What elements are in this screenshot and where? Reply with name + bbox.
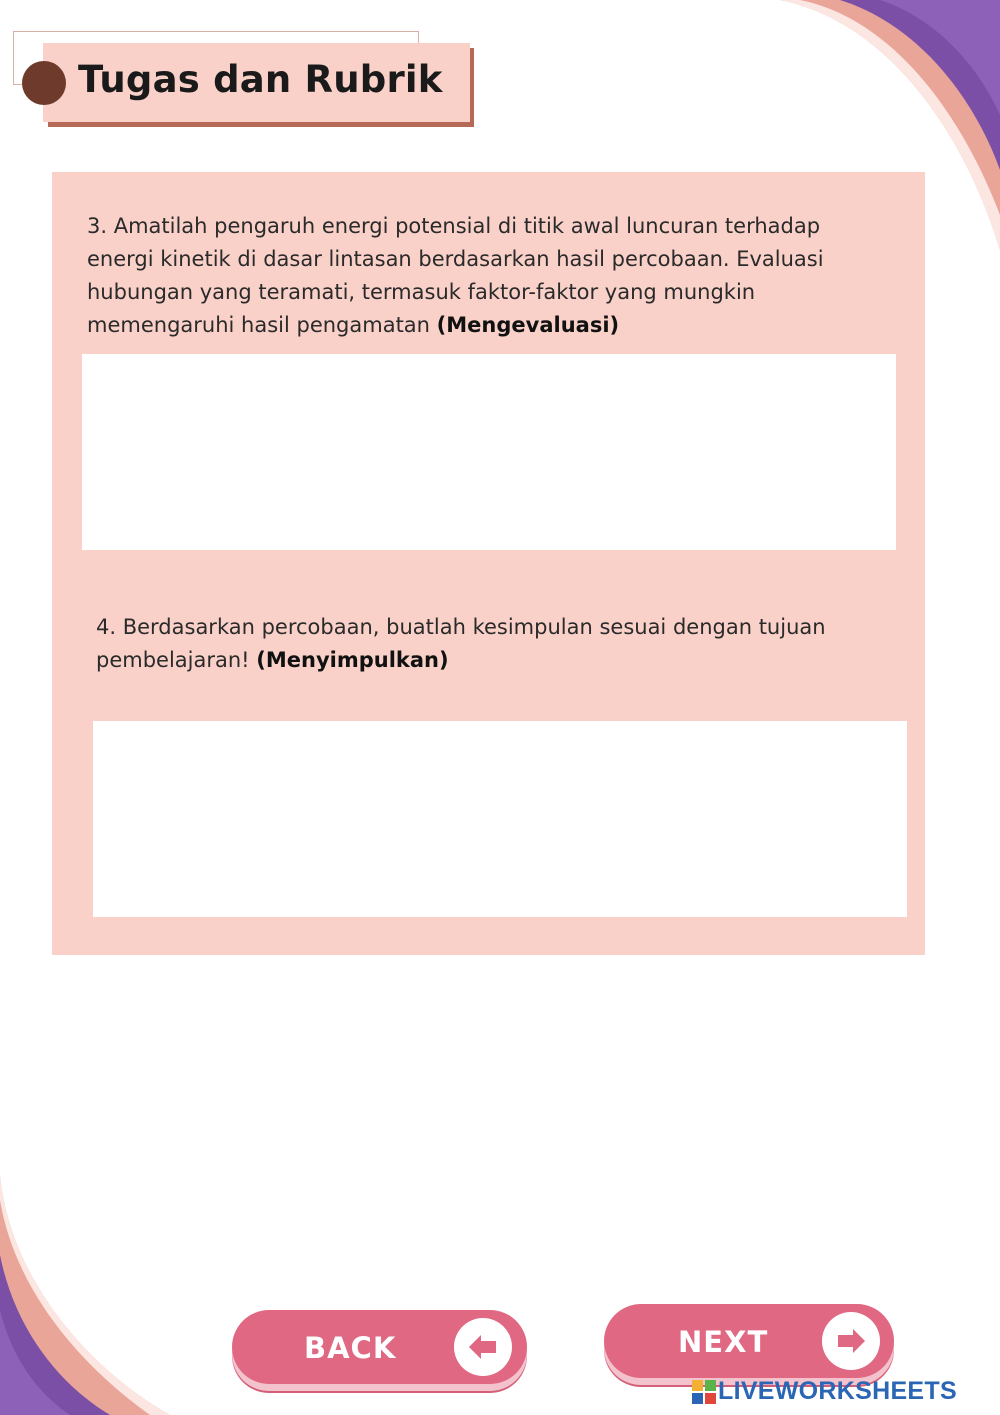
answer-4-field[interactable] bbox=[93, 721, 907, 917]
back-button-label: BACK bbox=[304, 1331, 397, 1365]
question-4 bbox=[96, 611, 896, 677]
question-3-text: 3. Amatilah pengaruh energi potensial di titik awal luncuran terhadap energi kinetik di dasar lintasan berdasarkan hasil percobaan. Evaluasi hubungan yang teramati, termasuk faktor-faktor yang mungkin memengaruhi hasil pengamatan bbox=[87, 214, 824, 337]
header-bullet-dot bbox=[22, 61, 66, 105]
question-3-tag: (Mengevaluasi) bbox=[436, 313, 620, 337]
next-button[interactable] bbox=[604, 1304, 894, 1378]
liveworksheets-logo-icon bbox=[692, 1380, 716, 1404]
page-title: Tugas dan Rubrik bbox=[78, 58, 443, 101]
next-button-label: NEXT bbox=[678, 1325, 769, 1359]
question-3 bbox=[87, 210, 887, 342]
answer-3-field[interactable] bbox=[82, 354, 896, 550]
arrow-right-icon bbox=[822, 1312, 880, 1370]
brand-name: LIVEWORKSHEETS bbox=[718, 1377, 957, 1405]
question-4-text: 4. Berdasarkan percobaan, buatlah kesimpulan sesuai dengan tujuan pembelajaran! bbox=[96, 615, 826, 672]
back-button[interactable] bbox=[232, 1310, 527, 1384]
question-4-tag: (Menyimpulkan) bbox=[256, 648, 449, 672]
arrow-left-icon bbox=[454, 1318, 512, 1376]
